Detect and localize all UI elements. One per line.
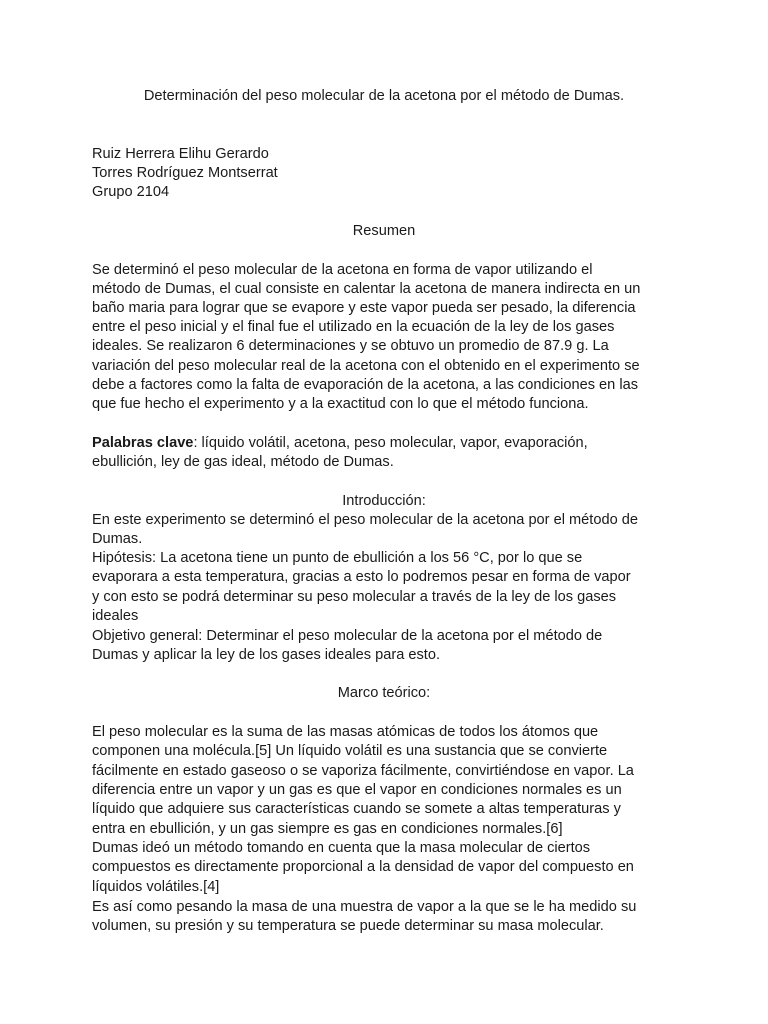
introduction-line: En este experimento se determinó el peso molecular de la acetona por el método de xyxy=(92,512,638,528)
keywords-text: : líquido volátil, acetona, peso molecular, vapor, evaporación, xyxy=(193,435,588,451)
abstract-line: que fue hecho el experimento y a la exactitud con lo que el método funciona. xyxy=(92,396,589,412)
hypothesis-line: y con esto se podrá determinar su peso molecular a través de la ley de los gases xyxy=(92,589,617,605)
theory-line: componen una molécula.[5] Un líquido volátil es una sustancia que se convierte xyxy=(92,743,608,759)
abstract-heading: Resumen xyxy=(352,223,416,239)
abstract-line: método de Dumas, el cual consiste en calentar la acetona de manera indirecta en un xyxy=(92,281,641,297)
introduction-line: Dumas. xyxy=(92,531,143,547)
author-name: Ruiz Herrera Elihu Gerardo xyxy=(92,146,269,162)
theory-line: compuestos es directamente proporcional a la densidad de vapor del compuesto en xyxy=(92,859,634,875)
keywords-line xyxy=(92,434,588,453)
theory-line: líquido que adquiere sus características cuando se somete a altas temperaturas y xyxy=(92,801,621,817)
keywords-line: ebullición, ley de gas ideal, método de Dumas. xyxy=(92,454,394,470)
author-name: Torres Rodríguez Montserrat xyxy=(92,165,278,181)
group-label: Grupo 2104 xyxy=(92,184,170,200)
objective-line: Dumas y aplicar la ley de los gases ideales para esto. xyxy=(92,647,440,663)
theory-line: fácilmente en estado gaseoso o se vaporiza fácilmente, convirtiéndose en vapor. La xyxy=(92,763,634,779)
theory-line: diferencia entre un vapor y un gas es que el vapor en condiciones normales es un xyxy=(92,782,622,798)
keywords-label: Palabras clave xyxy=(92,435,194,451)
theory-line: Dumas ideó un método tomando en cuenta que la masa molecular de ciertos xyxy=(92,840,591,856)
abstract-line: Se determinó el peso molecular de la acetona en forma de vapor utilizando el xyxy=(92,262,593,278)
abstract-line: ideales. Se realizaron 6 determinaciones y se obtuvo un promedio de 87.9 g. La xyxy=(92,338,609,354)
hypothesis-line: evaporara a esta temperatura, gracias a esto lo podremos pesar en forma de vapor xyxy=(92,569,631,585)
hypothesis-line: ideales xyxy=(92,608,139,624)
abstract-line: variación del peso molecular real de la acetona con el obtenido en el experimento se xyxy=(92,358,640,374)
abstract-line: debe a factores como la falta de evaporación de la acetona, a las condiciones en las xyxy=(92,377,638,393)
objective-line: Objetivo general: Determinar el peso molecular de la acetona por el método de xyxy=(92,628,603,644)
document-title: Determinación del peso molecular de la acetona por el método de Dumas. xyxy=(143,88,625,104)
hypothesis-line: Hipótesis: La acetona tiene un punto de ebullición a los 56 °C, por lo que se xyxy=(92,550,583,566)
theory-line: Es así como pesando la masa de una muestra de vapor a la que se le ha medido su xyxy=(92,899,637,915)
abstract-line: entre el peso inicial y el final fue el utilizado en la ecuación de la ley de los gases xyxy=(92,319,615,335)
theory-line: entra en ebullición, y un gas siempre es gas en condiciones normales.[6] xyxy=(92,821,563,837)
theory-line: volumen, su presión y su temperatura se puede determinar su masa molecular. xyxy=(92,918,604,934)
introduction-heading: Introducción: xyxy=(342,493,426,509)
theory-line: El peso molecular es la suma de las masas atómicas de todos los átomos que xyxy=(92,724,599,740)
theory-heading: Marco teórico: xyxy=(337,685,431,701)
theory-line: líquidos volátiles.[4] xyxy=(92,879,220,895)
abstract-line: baño maria para lograr que se evapore y este vapor pueda ser pesado, la diferencia xyxy=(92,300,636,316)
